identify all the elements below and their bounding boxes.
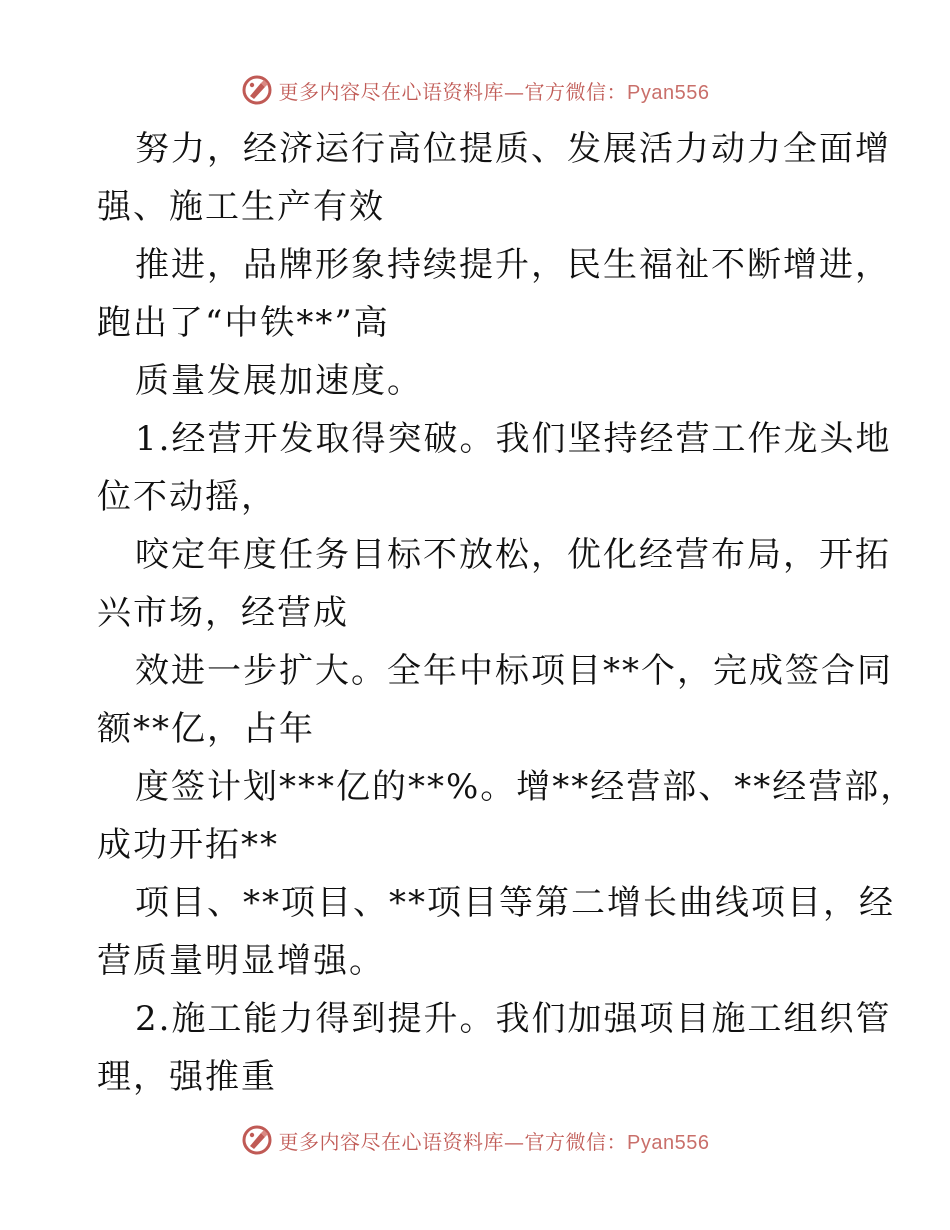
watermark-label: 更多内容尽在心语资料库—官方微信： bbox=[278, 1129, 628, 1154]
body-line: 成功开拓** bbox=[97, 825, 279, 865]
body-line: 努力，经济运行高位提质、发展活力动力全面增 bbox=[135, 129, 891, 169]
body-line: 理，强推重 bbox=[97, 1057, 277, 1097]
body-line: 跑出了“中铁**”高 bbox=[97, 303, 390, 343]
watermark-label: 更多内容尽在心语资料库—官方微信： bbox=[278, 79, 628, 104]
body-line: 2.施工能力得到提升。我们加强项目施工组织管 bbox=[135, 999, 892, 1039]
body-line: 度签计划***亿的**%。增**经营部、**经营部， bbox=[135, 767, 917, 807]
body-line: 位不动摇， bbox=[97, 477, 277, 517]
body-line: 项目、**项目、**项目等第二增长曲线项目，经 bbox=[135, 883, 895, 923]
body-line: 效进一步扩大。全年中标项目**个，完成签合同 bbox=[135, 651, 893, 691]
watermark-text bbox=[279, 1126, 710, 1155]
watermark-contact: Pyan556 bbox=[627, 81, 710, 104]
body-line: 营质量明显增强。 bbox=[97, 941, 385, 981]
watermark-logo-icon bbox=[241, 1124, 273, 1156]
footer-watermark bbox=[0, 1120, 950, 1160]
body-line: 咬定年度任务目标不放松，优化经营布局，开拓 bbox=[135, 535, 891, 575]
body-line: 兴市场，经营成 bbox=[97, 593, 349, 633]
body-line: 质量发展加速度。 bbox=[135, 361, 423, 401]
body-line: 推进，品牌形象持续提升，民生福祉不断增进， bbox=[135, 245, 891, 285]
watermark-contact: Pyan556 bbox=[627, 1131, 710, 1154]
body-line: 强、施工生产有效 bbox=[97, 187, 385, 227]
body-line: 额**亿，占年 bbox=[97, 709, 315, 749]
body-line: 1.经营开发取得突破。我们坚持经营工作龙头地 bbox=[135, 419, 892, 459]
